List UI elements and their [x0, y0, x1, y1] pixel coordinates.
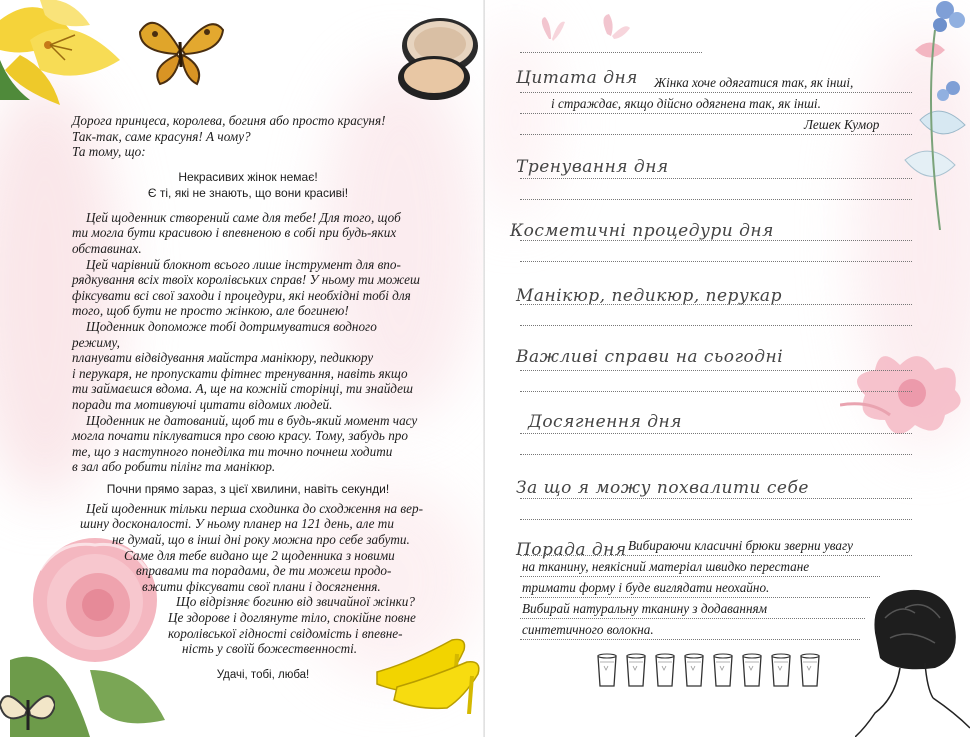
- writing-line: [520, 113, 912, 114]
- paragraph-line: Цей щоденник створений саме для тебе! Для того, щоб: [86, 209, 401, 225]
- water-glass-icon[interactable]: [625, 652, 647, 688]
- writing-line: [520, 639, 860, 640]
- writing-line: [520, 454, 912, 455]
- paragraph-line: могла почати піклуватися про свою красу. Тому, забудь про: [72, 428, 408, 444]
- intro-text: [72, 113, 424, 683]
- water-glass-icon[interactable]: [770, 652, 792, 688]
- paragraph-line: рядкування всіх твоїх королівських справ! У ньому ти можеш: [72, 272, 420, 288]
- writing-line: [520, 555, 912, 556]
- quote-author: Лешек Кумор: [804, 117, 880, 132]
- paragraph-line: Саме для тебе видано ще 2 щоденника з новими: [124, 547, 395, 563]
- writing-line: [520, 433, 912, 434]
- heading-training: Тренування дня: [516, 157, 669, 177]
- woman-sketch-icon: [855, 588, 970, 737]
- paragraph-line: і перукаря, не пропускати фітнес тренування, навіть якщо: [72, 365, 408, 381]
- paragraph-line: ти займаєшся вдома. А, ще на кожній сторінці, ти знайдеш: [72, 381, 413, 397]
- paragraph-line: не думай, що в інші дні року можна про себе забути.: [112, 532, 410, 548]
- writing-line: [520, 240, 912, 241]
- water-glass-icon[interactable]: [596, 652, 618, 688]
- quote-line: і страждає, якщо дійсно одягнена так, як інші.: [551, 96, 821, 111]
- writing-line: [520, 304, 912, 305]
- writing-line: [520, 178, 912, 179]
- paragraph-line: вправами та порадами, де ти можеш продо-: [136, 563, 392, 579]
- paragraph-line: Щоденник не датований, щоб ти в будь-який момент часу: [86, 412, 418, 428]
- slogan-line: Некрасивих жінок немає!: [178, 169, 318, 184]
- heading-tip: Порада дня: [516, 540, 627, 560]
- paragraph-line: Це здорове і доглянуте тіло, спокійне повне: [168, 610, 416, 626]
- heading-quote: Цитата дня: [516, 68, 638, 88]
- writing-line: [520, 618, 865, 619]
- compact-powder-icon: [398, 14, 483, 104]
- writing-line: [520, 576, 880, 577]
- paragraph-line: фіксувати всі свої заходи і процедури, які необхідні тобі для: [72, 287, 411, 303]
- paragraph-line: королівської гідності свідомість і впевне-: [168, 625, 403, 641]
- writing-line: [520, 391, 912, 392]
- heading-achievement: Досягнення дня: [528, 412, 682, 432]
- pink-flowers-icon: [840, 345, 970, 465]
- writing-line: [520, 370, 912, 371]
- heading-praise: За що я можу похвалити себе: [516, 478, 809, 498]
- writing-line: [520, 519, 912, 520]
- greeting-line: Дорога принцеса, королева, богиня або просто красуня!: [72, 113, 386, 128]
- tip-line: Вибирай натуральну тканину з додаванням: [522, 601, 768, 616]
- blue-flowers-icon: [895, 0, 970, 230]
- butterfly-icon: [135, 12, 225, 87]
- greeting-line: Та тому, що:: [72, 144, 146, 160]
- writing-line: [520, 52, 702, 53]
- writing-line: [520, 498, 912, 499]
- paragraph-line: Цей щоденник тільки перша сходинка до сходження на вер-: [86, 500, 423, 516]
- greeting-line: Так-так, саме красуня! А чому?: [72, 128, 251, 144]
- writing-line: [520, 325, 912, 326]
- heading-important: Важливі справи на сьогодні: [516, 347, 784, 367]
- lily-flower-icon: [0, 0, 135, 110]
- call-to-action: Почни прямо зараз, з цієї хвилини, навіть секунди!: [106, 481, 390, 496]
- paragraph-line: Що відрізняє богиню від звичайної жінки?: [176, 594, 415, 610]
- paragraph-line: того, щоб бути не просто жінкою, але богинею!: [72, 303, 349, 319]
- writing-line: [520, 199, 912, 200]
- heading-manicure: Манікюр, педикюр, перукар: [516, 286, 782, 306]
- paragraph-line: вжити фіксувати свої плани і досягнення.: [142, 578, 381, 594]
- writing-line: [520, 597, 870, 598]
- paragraph-line: ти могла бути красивою і впевненою в собі при будь-яких: [72, 225, 397, 241]
- paragraph-line: поради та мотивуючі цитати відомих людей.: [72, 396, 333, 412]
- quote-line: Жінка хоче одягатися так, як інші,: [654, 75, 854, 90]
- water-glass-icon[interactable]: [741, 652, 763, 688]
- water-glass-icon[interactable]: [799, 652, 821, 688]
- paragraph-line: в зал або робити пілінг та манікюр.: [72, 459, 276, 475]
- heading-cosmetic: Косметичні процедури дня: [510, 221, 774, 241]
- tip-line: тримати форму і буде виглядати неохайно.: [522, 580, 770, 595]
- paragraph-line: шину досконалості. У ньому планер на 121 день, але ти: [80, 516, 394, 532]
- paragraph-line: те, що з наступного понеділка ти точно почнеш ходити: [72, 443, 393, 459]
- paragraph-line: Цей чарівний блокнот всього лише інструмент для впо-: [86, 256, 401, 272]
- tip-line: Вибираючи класичні брюки зверни увагу: [628, 538, 853, 553]
- paragraph-line: обставинах.: [72, 240, 142, 256]
- writing-line: [520, 92, 912, 93]
- paragraph-line: ність у своїй божественності.: [182, 641, 358, 657]
- water-glass-icon[interactable]: [712, 652, 734, 688]
- water-glass-icon[interactable]: [654, 652, 676, 688]
- tip-line: синтетичного волокна.: [522, 622, 654, 637]
- paragraph-line: планувати відвідування майстра манікюру, педикюру: [72, 350, 374, 366]
- small-butterfly-icon: [537, 14, 632, 54]
- writing-line: [520, 134, 912, 135]
- slogan-line: Є ті, які не знають, що вони красиві!: [147, 185, 349, 200]
- signoff-text: Удачі, тобі, люба!: [216, 668, 310, 681]
- tip-line: на тканину, неякісний матеріал швидко перестане: [522, 559, 810, 574]
- small-butterfly-icon: [0, 680, 55, 737]
- water-glass-icon[interactable]: [683, 652, 705, 688]
- writing-line: [520, 261, 912, 262]
- paragraph-line: Щоденник допоможе тобі дотримуватися водного режиму,: [72, 318, 377, 350]
